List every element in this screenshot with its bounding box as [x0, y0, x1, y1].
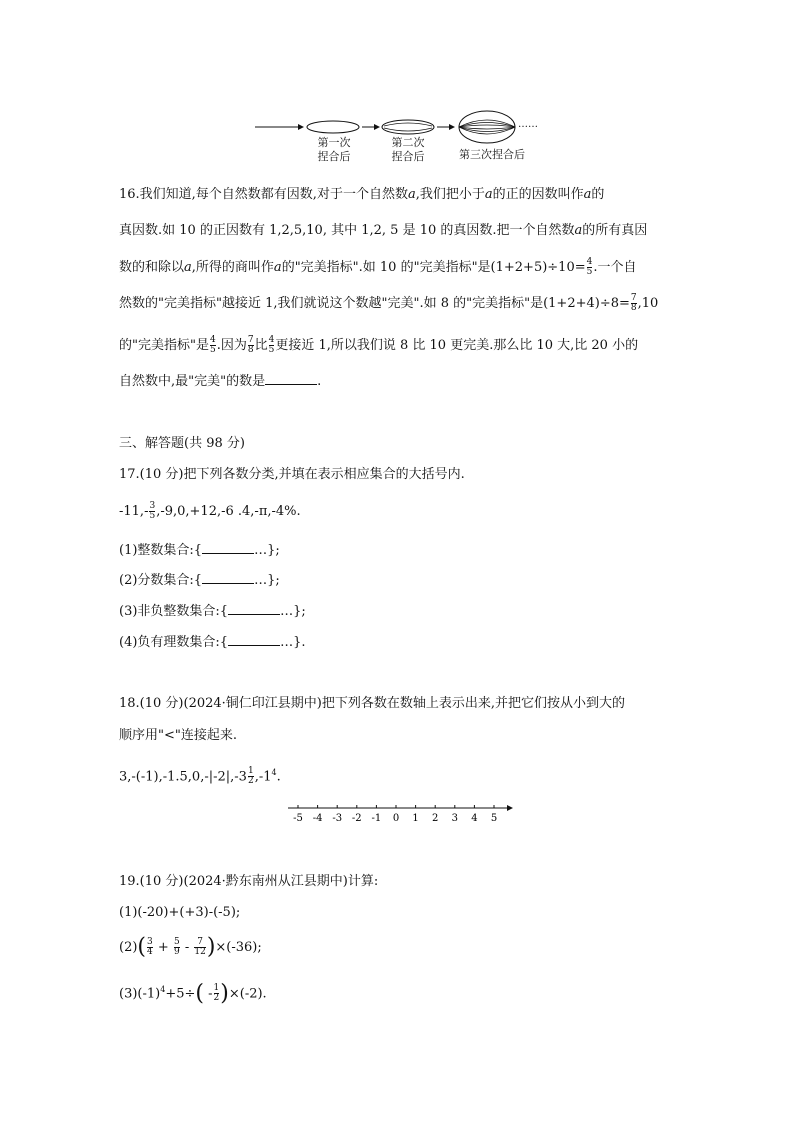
right-paren: ) [220, 980, 229, 1006]
q16-line-1: 16.我们知道,每个自然数都有因数,对于一个自然数a,我们把小于a的正的因数叫作a的 [119, 187, 605, 202]
arrow-3-head [449, 124, 455, 130]
q16-line-5: 的"完美指标"是 $\frac{4}{5}$ .因为 $\frac{7}{8}$ 比 $\frac{4}{5}$ 更接近 1,所以我们说 8 比 10 更完美.那么比 10 大,比 20 小的 [119, 335, 639, 355]
axis-tick-label: 0 [392, 813, 400, 824]
q19-stem: 19.(10 分)(2024·黔东南州从江县期中)计算: [119, 874, 379, 889]
fraction-1-2: $\frac{1}{2}$ [213, 983, 220, 1004]
q17-item-4: (4)负有理数集合:{ …}. [119, 635, 306, 650]
axis-tick-label: 4 [471, 813, 478, 824]
axis-tick-label: -1 [371, 813, 382, 824]
q16-line-2: 真因数.如 10 的正因数有 1,2,5,10, 其中 1,2, 5 是 10 的真因数.把一个自然数a的所有真因 [119, 223, 648, 238]
q19-part-1: (1)(-20)+(+3)-(-5); [119, 905, 241, 920]
q16-line-3: 数的和除以a,所得的商叫作a的"完美指标".如 10 的"完美指标"是(1+2+5)÷10= $\frac{4}{5}$ .一个自 [119, 257, 637, 277]
oval-1 [307, 121, 359, 133]
fraction-7-8: $\frac{7}{8}$ [630, 293, 637, 313]
oval-2-fold-b [384, 128, 432, 131]
number-line [285, 800, 515, 830]
oval-2 [382, 120, 434, 134]
fraction-3-5: $\frac{3}{5}$ [149, 501, 156, 521]
arrow-2-head [374, 124, 380, 130]
answer-blank[interactable] [228, 633, 280, 646]
axis-tick-label: -4 [312, 813, 323, 824]
fraction-5-9: $\frac{5}{9}$ [173, 937, 180, 957]
q17-item-3: (3)非负整数集合:{ …}; [119, 604, 306, 619]
q19-part-2: (2)( $\frac{3}{4}$ + $\frac{5}{9}$ - $\frac{7}{12}$ )×(-36); [119, 934, 262, 960]
left-paren: ( [195, 980, 204, 1006]
answer-blank[interactable] [265, 372, 317, 385]
oval-3-fold-4 [459, 127, 515, 129]
fraction-1-2: $\frac{1}{2}$ [247, 766, 254, 787]
oval-2-fold [384, 123, 432, 126]
q16-line-4: 然数的"完美指标"越接近 1,我们就说这个数越"完美".如 8 的"完美指标"是(1+2+4)÷8= $\frac{7}{8}$ ,10 [119, 293, 659, 313]
fraction-4-5: $\frac{4}{5}$ [209, 335, 216, 355]
axis-arrow [507, 805, 513, 811]
figure-dots: …… [518, 119, 538, 130]
figure-label-1: 第一次 捏合后 [317, 136, 351, 163]
figure-label-2: 第二次 捏合后 [391, 136, 425, 163]
axis-tick-label: 3 [451, 813, 458, 824]
answer-blank[interactable] [228, 602, 280, 615]
fraction-3-4: $\frac{3}{4}$ [147, 937, 153, 957]
axis-tick-label: 1 [412, 813, 419, 824]
answer-blank[interactable] [202, 541, 254, 554]
q18-numbers: 3,-(-1),-1.5,0,-|-2|,-3 $\frac{1}{2}$ $,-1^4$. [119, 766, 281, 787]
q17-stem: 17.(10 分)把下列各数分类,并填在表示相应集合的大括号内. [119, 467, 465, 482]
right-paren: ) [206, 934, 216, 960]
axis-tick-label: 2 [432, 813, 439, 824]
answer-blank[interactable] [202, 571, 254, 584]
axis-tick-label: -2 [351, 813, 362, 824]
axis-tick-label: 5 [490, 813, 498, 824]
arrow-1-head [298, 124, 304, 130]
left-paren: ( [137, 934, 147, 960]
section-3-title: 三、解答题(共 98 分) [119, 436, 245, 451]
q17-item-1: (1)整数集合:{ …}; [119, 543, 280, 558]
axis-tick-label: -5 [293, 813, 303, 824]
axis-tick-label: -3 [332, 813, 343, 824]
fraction-7-8: $\frac{7}{8}$ [247, 335, 254, 355]
oval-3-fold-3 [459, 125, 515, 127]
fraction-7-12: $\frac{7}{12}$ [194, 937, 206, 957]
q17-numbers: -11,- $\frac{3}{5}$ ,-9,0,+12,-6 .4,-π,-4%. [119, 501, 301, 521]
q18-stem-2: 顺序用"<"连接起来. [119, 728, 237, 743]
q16-line-6: 自然数中,最"完美"的数是 . [119, 374, 322, 389]
figure-label-3: 第三次捏合后 [459, 148, 525, 161]
fraction-4-5: $\frac{4}{5}$ [586, 257, 593, 277]
q19-part-3: $(3)(-1)^4+5\div$( - $\frac{1}{2}$ )×(-2). [119, 980, 267, 1006]
oval-3 [459, 111, 515, 143]
q17-item-2: (2)分数集合:{ …}; [119, 573, 280, 588]
q18-stem-1: 18.(10 分)(2024·铜仁印江县期中)把下列各数在数轴上表示出来,并把它们按从小到大的 [119, 696, 625, 711]
fraction-4-5: $\frac{4}{5}$ [268, 335, 275, 355]
